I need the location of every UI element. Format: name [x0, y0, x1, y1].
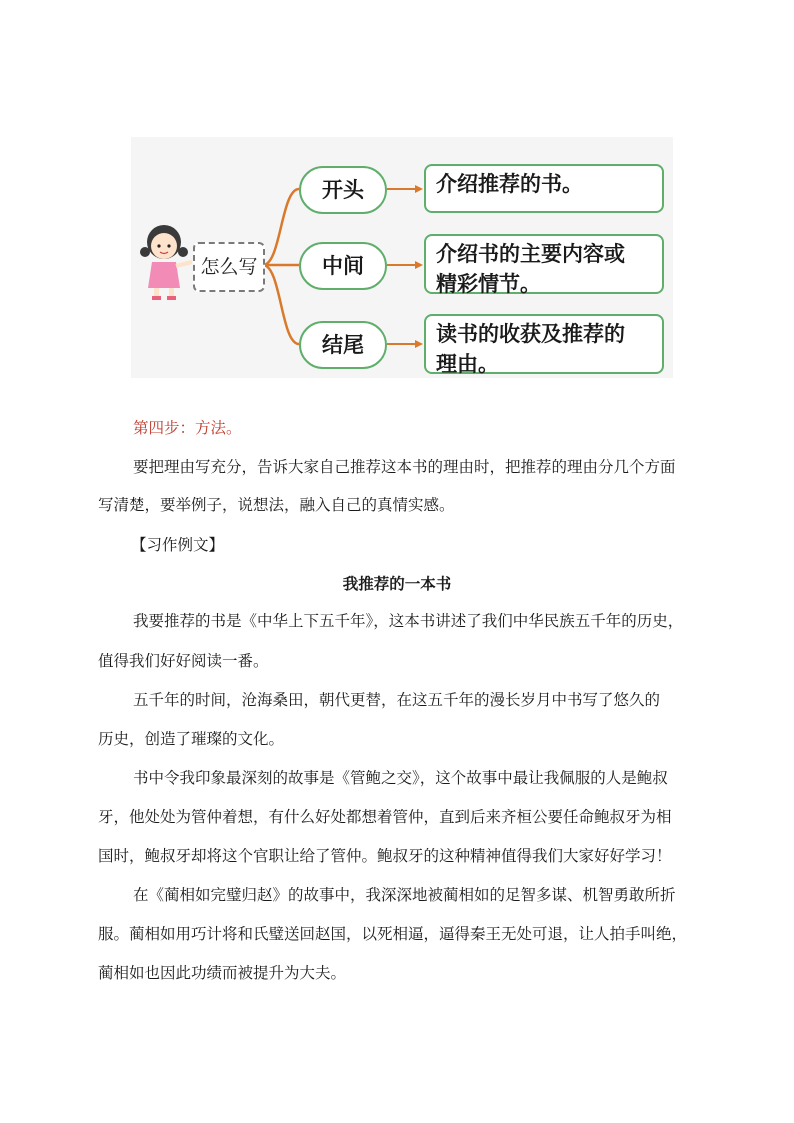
- method-line: 写清楚，要举例子，说想法，融入自己的真情实感。: [98, 496, 455, 514]
- content-line: 介绍书的主要内容或: [436, 241, 625, 266]
- paragraph-line: 书中令我印象最深刻的故事是《管鲍之交》，这个故事中最让我佩服的人是鲍叔: [133, 769, 668, 787]
- step-heading: 第四步：方法。: [133, 419, 242, 437]
- paragraph-line: 五千年的时间，沧海桑田，朝代更替，在这五千年的漫长岁月中书写了悠久的: [133, 691, 661, 709]
- paragraph-line: 牙，他处处为管仲着想，有什么好处都想着管仲，直到后来齐桓公要任命鲍叔牙为相: [98, 808, 672, 826]
- content-line: 介绍推荐的书。: [436, 171, 583, 196]
- paragraph-line: 历史，创造了璀璨的文化。: [98, 730, 285, 748]
- paragraph-line: 值得我们好好阅读一番。: [98, 652, 269, 670]
- paragraph-line: 我要推荐的书是《中华上下五千年》，这本书讲述了我们中华民族五千年的历史，: [133, 612, 684, 630]
- content-box-ending: [424, 314, 664, 374]
- branch-ending: 结尾: [299, 321, 387, 369]
- paragraph-line: 在《蔺相如完璧归赵》的故事中，我深深地被蔺相如的足智多谋、机智勇敢所折: [133, 886, 676, 904]
- content-box-middle: [424, 234, 664, 294]
- paragraph-line: 蔺相如也因此功绩而被提升为大夫。: [98, 964, 347, 982]
- center-topic-box: 怎么写: [193, 242, 265, 292]
- essay-title: 我推荐的一本书: [342, 574, 452, 593]
- content-line: 读书的收获及推荐的: [436, 321, 625, 346]
- example-label: 【习作例文】: [131, 536, 225, 554]
- writing-structure-diagram: [131, 137, 673, 378]
- branch-opening: 开头: [299, 166, 387, 214]
- content-line: 理由。: [436, 351, 499, 376]
- content-box-opening: [424, 164, 664, 213]
- girl-illustration: [136, 222, 196, 302]
- branch-middle: 中间: [299, 242, 387, 290]
- paragraph-line: 国时，鲍叔牙却将这个官职让给了管仲。鲍叔牙的这种精神值得我们大家好好学习！: [98, 847, 672, 865]
- method-line: 要把理由写充分，告诉大家自己推荐这本书的理由时，把推荐的理由分几个方面: [133, 458, 676, 476]
- paragraph-line: 服。蔺相如用巧计将和氏璧送回赵国，以死相逼，逼得秦王无处可退，让人拍手叫绝，: [98, 925, 688, 943]
- content-line: 精彩情节。: [436, 271, 541, 296]
